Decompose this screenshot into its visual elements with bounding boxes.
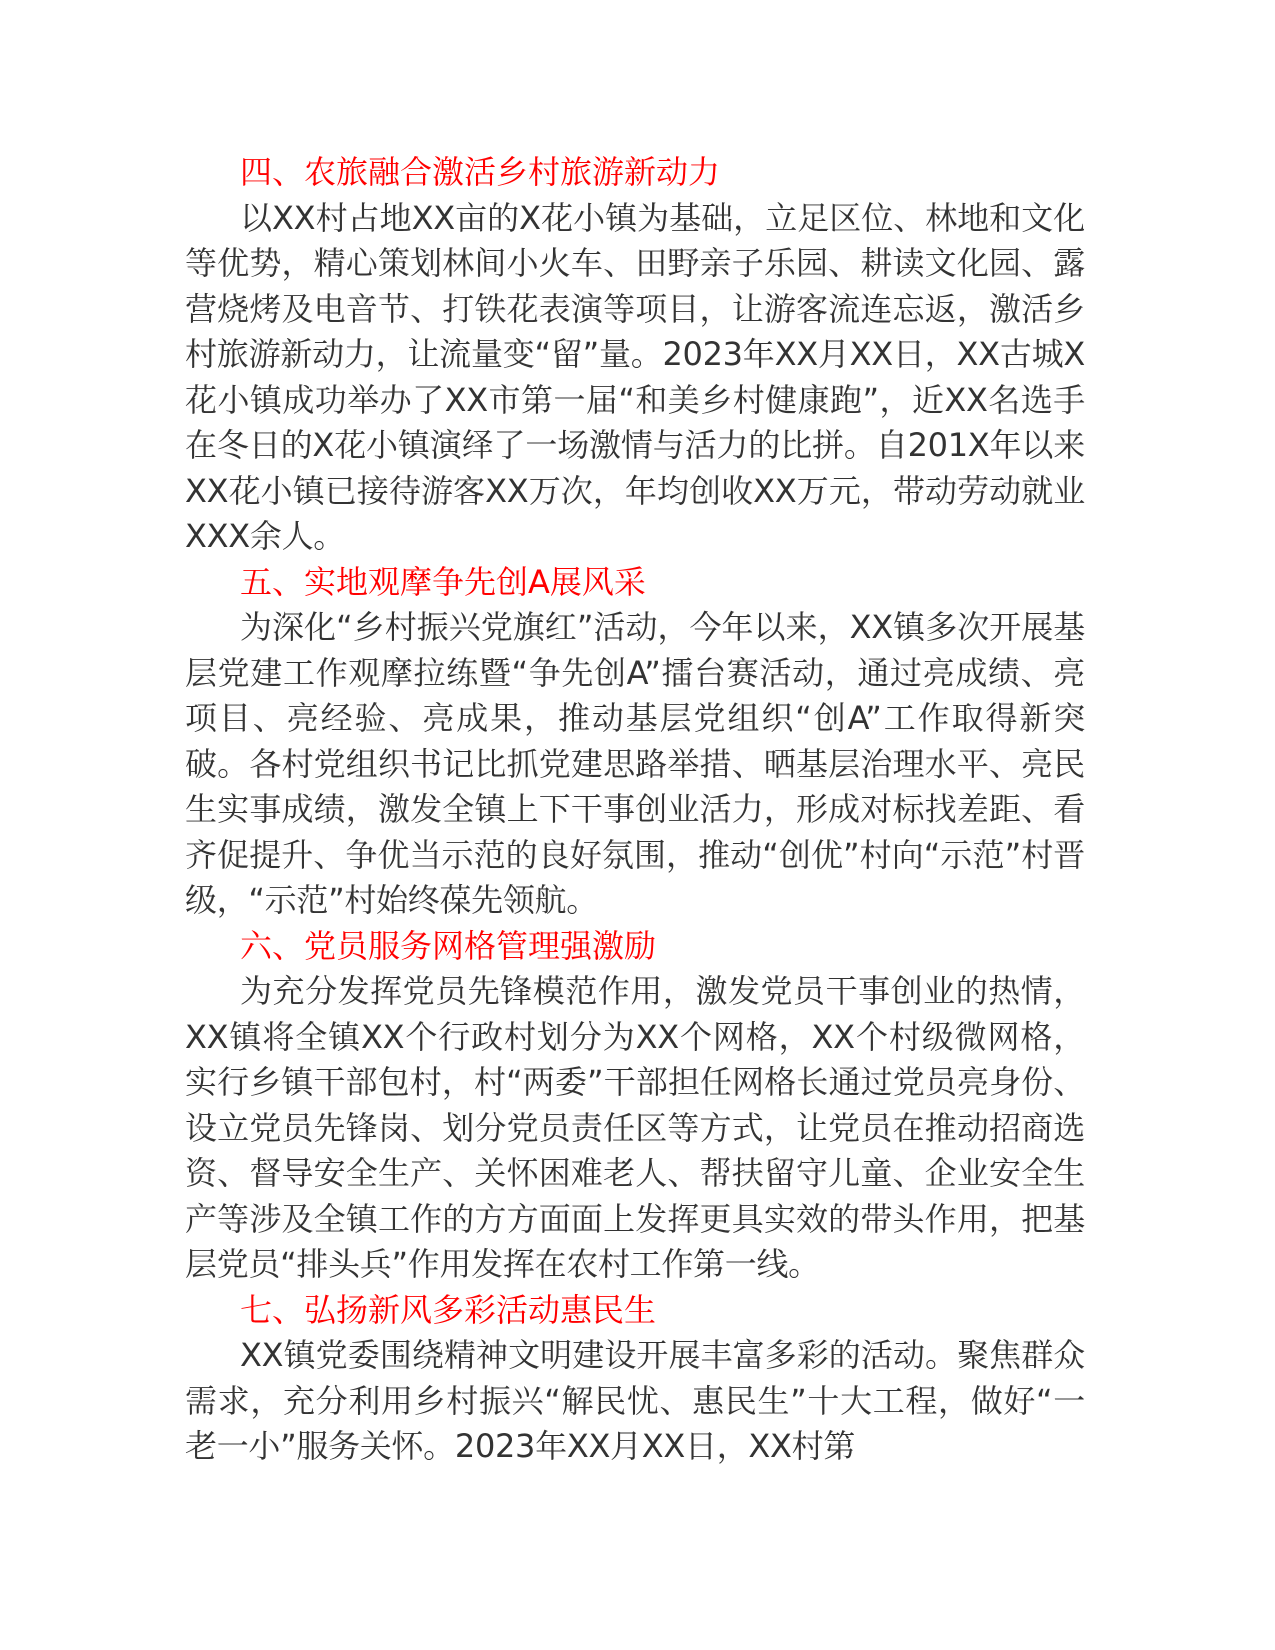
section-heading: 七、弘扬新风多彩活动惠民生: [240, 1290, 657, 1329]
section-7: [185, 1288, 1085, 1470]
section-6: [185, 924, 1085, 1288]
section-5: [185, 560, 1085, 924]
section-paragraph: 为充分发挥党员先锋模范作用，激发党员干事创业的热情，XX镇将全镇XX个行政村划分为XX个网格，XX个村级微网格，实行乡镇干部包村，村“两委”干部担任网格长通过党员亮身份、设立党员先锋岗、划分党员责任区等方式，让党员在推动招商选资、督导安全生产、关怀困难老人、帮扶留守儿童、企业安全生产等涉及全镇工作的方方面面上发挥更具实效的带头作用，把基层党员“排头兵”作用发挥在农村工作第一线。: [185, 972, 1085, 1283]
document-body: [185, 150, 1085, 1470]
section-paragraph: 以XX村占地XX亩的X花小镇为基础，立足区位、林地和文化等优势，精心策划林间小火车、田野亲子乐园、耕读文化园、露营烧烤及电音节、打铁花表演等项目，让游客流连忘返，激活乡村旅游新动力，让流量变“留”量。2023年XX月XX日，XX古城X花小镇成功举办了XX市第一届“和美乡村健康跑”，近XX名选手在冬日的X花小镇演绎了一场激情与活力的比拼。自201X年以来XX花小镇已接待游客XX万次，年均创收XX万元，带动劳动就业XXX余人。: [185, 198, 1085, 555]
section-4: [185, 150, 1085, 560]
section-heading: 四、农旅融合激活乡村旅游新动力: [240, 153, 721, 191]
section-heading: 六、党员服务网格管理强激励: [240, 926, 657, 965]
section-paragraph: XX镇党委围绕精神文明建设开展丰富多彩的活动。聚焦群众需求，充分利用乡村振兴“解民忧、惠民生”十大工程，做好“一老一小”服务关怀。2023年XX月XX日，XX村第: [185, 1336, 1085, 1465]
section-heading: 五、实地观摩争先创A展风采: [240, 562, 646, 601]
section-paragraph: 为深化“乡村振兴党旗红”活动，今年以来，XX镇多次开展基层党建工作观摩拉练暨“争先创A”擂台赛活动，通过亮成绩、亮项目、亮经验、亮成果，推动基层党组织“创A”工作取得新突破。各村党组织书记比抓党建思路举措、晒基层治理水平、亮民生实事成绩，激发全镇上下干事创业活力，形成对标找差距、看齐促提升、争优当示范的良好氛围，推动“创优”村向“示范”村晋级，“示范”村始终葆先领航。: [185, 608, 1085, 919]
